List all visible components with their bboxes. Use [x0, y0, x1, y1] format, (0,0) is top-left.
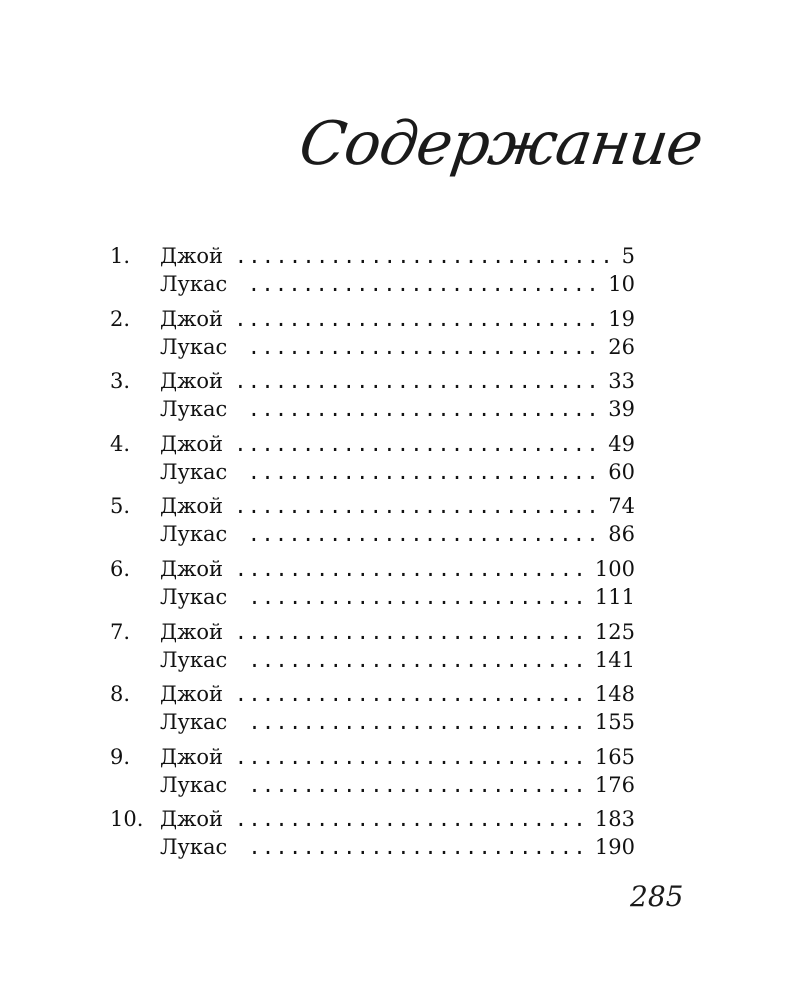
- entry-page-number: 26: [608, 335, 635, 359]
- dot-leader: ..........................: [247, 272, 600, 296]
- entry-title: Джой: [160, 807, 224, 831]
- entry-page-number: 148: [594, 682, 635, 706]
- dot-leader: ..........................: [247, 397, 600, 421]
- entry-title: Джой: [160, 432, 224, 456]
- toc-entry-chapter[interactable]: [110, 368, 635, 394]
- dot-leader: ..........................: [247, 522, 600, 546]
- dot-leader: ...........................: [234, 494, 600, 518]
- entry-page-number: 111: [594, 585, 635, 609]
- toc-entry-chapter[interactable]: [110, 556, 635, 582]
- dot-leader: ...........................: [234, 369, 600, 393]
- dot-leader: .........................: [248, 710, 587, 734]
- entry-page-number: 10: [608, 272, 635, 296]
- entry-title: Джой: [160, 620, 224, 644]
- toc-entry[interactable]: [110, 396, 635, 422]
- toc-entry-chapter[interactable]: [110, 744, 635, 770]
- chapter-number: 2.: [110, 307, 131, 331]
- entry-page-number: 74: [608, 494, 635, 518]
- toc-entry[interactable]: [110, 459, 635, 485]
- chapter-number: 9.: [110, 745, 131, 769]
- toc-entry[interactable]: [110, 584, 635, 610]
- chapter-number: 3.: [110, 369, 131, 393]
- toc-entry[interactable]: [110, 334, 635, 360]
- dot-leader: ...........................: [234, 432, 600, 456]
- page-number: 285: [630, 880, 684, 913]
- dot-leader: .........................: [248, 835, 587, 859]
- chapter-number: 4.: [110, 432, 131, 456]
- toc-entry-chapter[interactable]: [110, 681, 635, 707]
- entry-title: Лукас: [160, 710, 228, 734]
- entry-title: Лукас: [160, 835, 228, 859]
- dot-leader: ..........................: [234, 557, 587, 581]
- dot-leader: ..........................: [247, 335, 600, 359]
- toc-entry-chapter[interactable]: [110, 619, 635, 645]
- toc-entry[interactable]: [110, 709, 635, 735]
- entry-title: Лукас: [160, 522, 228, 546]
- entry-page-number: 49: [608, 432, 635, 456]
- entry-page-number: 60: [608, 460, 635, 484]
- chapter-number: 1.: [110, 244, 131, 268]
- entry-page-number: 155: [594, 710, 635, 734]
- toc-entry-chapter[interactable]: [110, 431, 635, 457]
- toc-entry[interactable]: [110, 647, 635, 673]
- entry-page-number: 176: [594, 773, 635, 797]
- toc-entry[interactable]: [110, 834, 635, 860]
- page-title: Содержание: [295, 109, 707, 179]
- entry-title: Джой: [160, 369, 224, 393]
- toc-entry-chapter[interactable]: [110, 806, 635, 832]
- entry-title: Джой: [160, 682, 224, 706]
- entry-title: Джой: [160, 557, 224, 581]
- entry-page-number: 5: [621, 244, 635, 268]
- entry-page-number: 183: [594, 807, 635, 831]
- dot-leader: ..........................: [234, 682, 587, 706]
- dot-leader: .........................: [248, 773, 587, 797]
- toc-entry-chapter[interactable]: [110, 306, 635, 332]
- entry-title: Лукас: [160, 272, 228, 296]
- chapter-number: 7.: [110, 620, 131, 644]
- dot-leader: ..........................: [247, 460, 600, 484]
- chapter-number: 8.: [110, 682, 131, 706]
- dot-leader: .........................: [248, 585, 587, 609]
- entry-page-number: 190: [594, 835, 635, 859]
- entry-page-number: 100: [594, 557, 635, 581]
- dot-leader: ............................: [234, 244, 614, 268]
- dot-leader: .........................: [248, 648, 587, 672]
- entry-title: Лукас: [160, 460, 228, 484]
- entry-page-number: 86: [608, 522, 635, 546]
- toc-entry-chapter[interactable]: [110, 493, 635, 519]
- entry-page-number: 141: [594, 648, 635, 672]
- entry-page-number: 165: [594, 745, 635, 769]
- chapter-number: 5.: [110, 494, 131, 518]
- chapter-number: 10.: [110, 807, 144, 831]
- dot-leader: ..........................: [234, 620, 587, 644]
- entry-page-number: 125: [594, 620, 635, 644]
- dot-leader: ..........................: [234, 807, 587, 831]
- entry-title: Лукас: [160, 773, 228, 797]
- toc-entry[interactable]: [110, 271, 635, 297]
- entry-title: Джой: [160, 494, 224, 518]
- toc-entry-chapter[interactable]: [110, 243, 635, 269]
- toc-entry[interactable]: [110, 521, 635, 547]
- entry-title: Джой: [160, 745, 224, 769]
- entry-title: Лукас: [160, 648, 228, 672]
- dot-leader: ...........................: [234, 307, 600, 331]
- entry-page-number: 33: [608, 369, 635, 393]
- entry-page-number: 39: [608, 397, 635, 421]
- entry-title: Лукас: [160, 397, 228, 421]
- entry-title: Лукас: [160, 585, 228, 609]
- toc-entry[interactable]: [110, 772, 635, 798]
- entry-title: Джой: [160, 244, 224, 268]
- chapter-number: 6.: [110, 557, 131, 581]
- entry-title: Джой: [160, 307, 224, 331]
- entry-title: Лукас: [160, 335, 228, 359]
- entry-page-number: 19: [608, 307, 635, 331]
- dot-leader: ..........................: [234, 745, 587, 769]
